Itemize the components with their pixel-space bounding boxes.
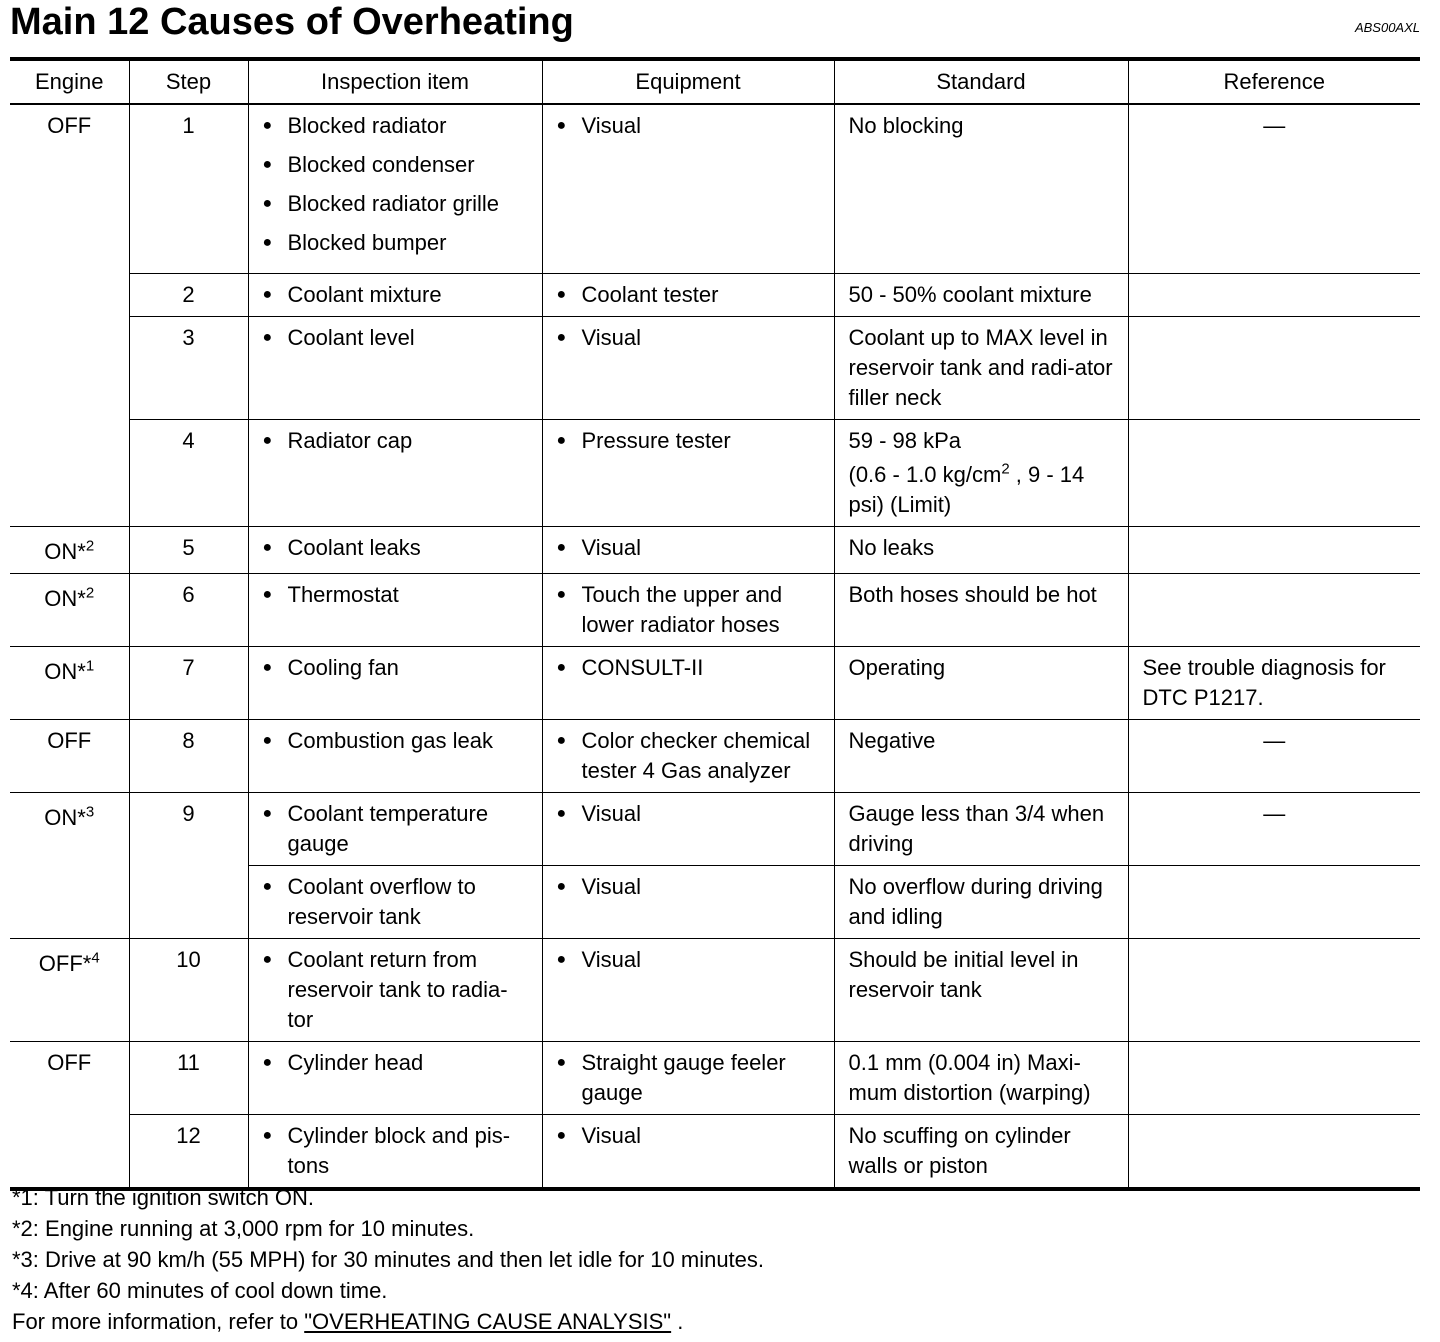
step-cell: 7	[129, 647, 248, 720]
engine-cell: OFF	[10, 104, 129, 527]
table-row	[10, 720, 1420, 793]
inspection-item-cell	[248, 647, 542, 720]
standard-cell: No leaks	[834, 527, 1128, 574]
engine-state: OFF*	[38, 951, 92, 976]
equipment-cell	[542, 104, 834, 274]
reference-cell	[1128, 104, 1420, 274]
reference-dash: —	[1263, 113, 1286, 138]
standard-cell: No scuffing on cylinder walls or piston	[834, 1115, 1128, 1190]
table-row	[10, 527, 1420, 574]
list-item: ● CONSULT-II	[557, 653, 820, 683]
step-cell: 11	[129, 1042, 248, 1115]
list-item: ● Blocked radiator	[263, 111, 528, 141]
equipment-cell	[542, 574, 834, 647]
inspection-item-cell	[248, 720, 542, 793]
equipment-cell	[542, 866, 834, 939]
equipment-cell	[542, 420, 834, 527]
standard-cell: Both hoses should be hot	[834, 574, 1128, 647]
list-item: ● Visual	[557, 111, 820, 141]
footnote: *4: After 60 minutes of cool down time.	[12, 1278, 388, 1303]
standard-cell: Should be initial level in reservoir tank	[834, 939, 1128, 1042]
step-cell: 10	[129, 939, 248, 1042]
list-item: ● Cylinder head	[263, 1048, 528, 1078]
more-info-suffix: .	[671, 1309, 684, 1334]
step-cell: 12	[129, 1115, 248, 1190]
list-item: ● Color checker chemical tester 4 Gas analyzer	[557, 726, 820, 786]
reference-cell	[1128, 274, 1420, 317]
step-cell: 5	[129, 527, 248, 574]
overheating-cause-analysis-link[interactable]: "OVERHEATING CAUSE ANALYSIS"	[304, 1309, 672, 1334]
list-item: ● Combustion gas leak	[263, 726, 528, 756]
standard-cell: 50 - 50% coolant mixture	[834, 274, 1128, 317]
standard-cell: Coolant up to MAX level in reservoir tank and radi-ator filler neck	[834, 317, 1128, 420]
list-item: ● Coolant tester	[557, 280, 820, 310]
list-item: ● Cooling fan	[263, 653, 528, 683]
reference-dash: —	[1263, 728, 1286, 753]
equipment-cell	[542, 1042, 834, 1115]
equipment-cell	[542, 647, 834, 720]
footnote-marker: 4	[91, 949, 100, 967]
list-item: ● Blocked radiator grille	[263, 189, 528, 219]
step-cell: 1	[129, 104, 248, 274]
table-row	[10, 939, 1420, 1042]
equipment-cell	[542, 720, 834, 793]
standard-cell: Operating	[834, 647, 1128, 720]
inspection-item-cell	[248, 793, 542, 866]
reference-dash: —	[1263, 801, 1286, 826]
standard-text: (0.6 - 1.0 kg/cm	[848, 462, 1002, 487]
list-item: ● Visual	[557, 533, 820, 563]
reference-cell	[1128, 574, 1420, 647]
list-item: ● Visual	[557, 1121, 820, 1151]
column-header-standard: Standard	[834, 59, 1128, 104]
engine-cell	[10, 793, 129, 939]
footnote-marker: 3	[85, 803, 95, 821]
step-cell: 2	[129, 274, 248, 317]
equipment-cell	[542, 1115, 834, 1190]
equipment-cell	[542, 317, 834, 420]
equipment-cell	[542, 793, 834, 866]
list-item: ● Visual	[557, 799, 820, 829]
table-row	[10, 647, 1420, 720]
list-item: ● Cylinder block and pis-tons	[263, 1121, 528, 1181]
table-row	[10, 274, 1420, 317]
footnote-marker: 1	[85, 657, 95, 675]
step-cell: 4	[129, 420, 248, 527]
step-cell: 9	[129, 793, 248, 939]
more-info-text: For more information, refer to	[12, 1309, 305, 1334]
footnote: *1: Turn the ignition switch ON.	[12, 1185, 315, 1210]
footnote-marker: 2	[85, 584, 95, 602]
engine-cell	[10, 527, 129, 574]
list-item: ● Visual	[557, 872, 820, 902]
step-cell: 6	[129, 574, 248, 647]
list-item: ● Thermostat	[263, 580, 528, 610]
list-item: ● Coolant overflow to reservoir tank	[263, 872, 528, 932]
column-header-engine: Engine	[10, 59, 129, 104]
list-item: ● Visual	[557, 945, 820, 975]
footnote-marker: 2	[85, 537, 95, 555]
table-row	[10, 317, 1420, 420]
step-cell: 8	[129, 720, 248, 793]
reference-cell	[1128, 420, 1420, 527]
equipment-cell	[542, 274, 834, 317]
standard-cell: No blocking	[834, 104, 1128, 274]
engine-cell	[10, 939, 129, 1042]
engine-state: ON*	[44, 659, 86, 684]
superscript: 2	[1001, 460, 1010, 478]
inspection-item-cell	[248, 420, 542, 527]
reference-cell	[1128, 317, 1420, 420]
list-item: ● Coolant leaks	[263, 533, 528, 563]
column-header-inspection-item: Inspection item	[248, 59, 542, 104]
column-header-equipment: Equipment	[542, 59, 834, 104]
equipment-cell	[542, 527, 834, 574]
column-header-step: Step	[129, 59, 248, 104]
table-row	[10, 420, 1420, 527]
list-item: ● Visual	[557, 323, 820, 353]
reference-cell	[1128, 527, 1420, 574]
table-row	[10, 1115, 1420, 1190]
inspection-item-cell	[248, 274, 542, 317]
engine-state: ON*	[44, 586, 86, 611]
inspection-item-cell	[248, 527, 542, 574]
equipment-cell	[542, 939, 834, 1042]
list-item: ● Straight gauge feeler gauge	[557, 1048, 820, 1108]
list-item: ● Coolant mixture	[263, 280, 528, 310]
list-item: ● Pressure tester	[557, 426, 820, 456]
inspection-item-cell	[248, 317, 542, 420]
reference-cell	[1128, 939, 1420, 1042]
list-item: ● Coolant temperature gauge	[263, 799, 528, 859]
list-item: ● Radiator cap	[263, 426, 528, 456]
standard-cell: Gauge less than 3/4 when driving	[834, 793, 1128, 866]
reference-cell: See trouble diagnosis for DTC P1217.	[1128, 647, 1420, 720]
list-item: ● Touch the upper and lower radiator hoses	[557, 580, 820, 640]
reference-cell	[1128, 720, 1420, 793]
reference-cell	[1128, 866, 1420, 939]
list-item: ● Blocked condenser	[263, 150, 528, 180]
inspection-item-cell	[248, 866, 542, 939]
page-title: Main 12 Causes of Overheating	[10, 1, 574, 43]
table-row	[10, 104, 1420, 274]
footnotes	[12, 1182, 764, 1337]
list-item: ● Coolant return from reservoir tank to radia-tor	[263, 945, 528, 1035]
footnote: *2: Engine running at 3,000 rpm for 10 minutes.	[12, 1216, 475, 1241]
standard-cell: 0.1 mm (0.004 in) Maxi-mum distortion (warping)	[834, 1042, 1128, 1115]
list-item: ● Coolant level	[263, 323, 528, 353]
standard-text: , 9 - 14 psi) (Limit)	[848, 462, 1085, 517]
reference-cell	[1128, 1042, 1420, 1115]
step-cell: 3	[129, 317, 248, 420]
inspection-item-cell	[248, 939, 542, 1042]
reference-cell	[1128, 793, 1420, 866]
table-header-row	[10, 59, 1420, 104]
document-id: ABS00AXL	[1354, 20, 1420, 35]
engine-cell	[10, 574, 129, 647]
table-row	[10, 574, 1420, 647]
engine-cell: OFF	[10, 1042, 129, 1190]
table-row	[10, 793, 1420, 866]
engine-cell: OFF	[10, 720, 129, 793]
more-info-line	[12, 1306, 764, 1337]
footnote: *3: Drive at 90 km/h (55 MPH) for 30 minutes and then let idle for 10 minutes.	[12, 1247, 765, 1272]
standard-line: 59 - 98 kPa	[848, 428, 962, 453]
standard-cell: Negative	[834, 720, 1128, 793]
engine-state: ON*	[44, 805, 86, 830]
engine-state: ON*	[44, 539, 86, 564]
inspection-item-cell	[248, 1115, 542, 1190]
standard-cell: No overflow during driving and idling	[834, 866, 1128, 939]
inspection-item-cell	[248, 1042, 542, 1115]
table-row	[10, 1042, 1420, 1115]
list-item: ● Blocked bumper	[263, 228, 528, 258]
reference-cell	[1128, 1115, 1420, 1190]
column-header-reference: Reference	[1128, 59, 1420, 104]
engine-cell	[10, 647, 129, 720]
overheating-causes-table	[10, 57, 1420, 1191]
inspection-item-cell	[248, 574, 542, 647]
standard-cell	[834, 420, 1128, 527]
inspection-item-cell	[248, 104, 542, 274]
